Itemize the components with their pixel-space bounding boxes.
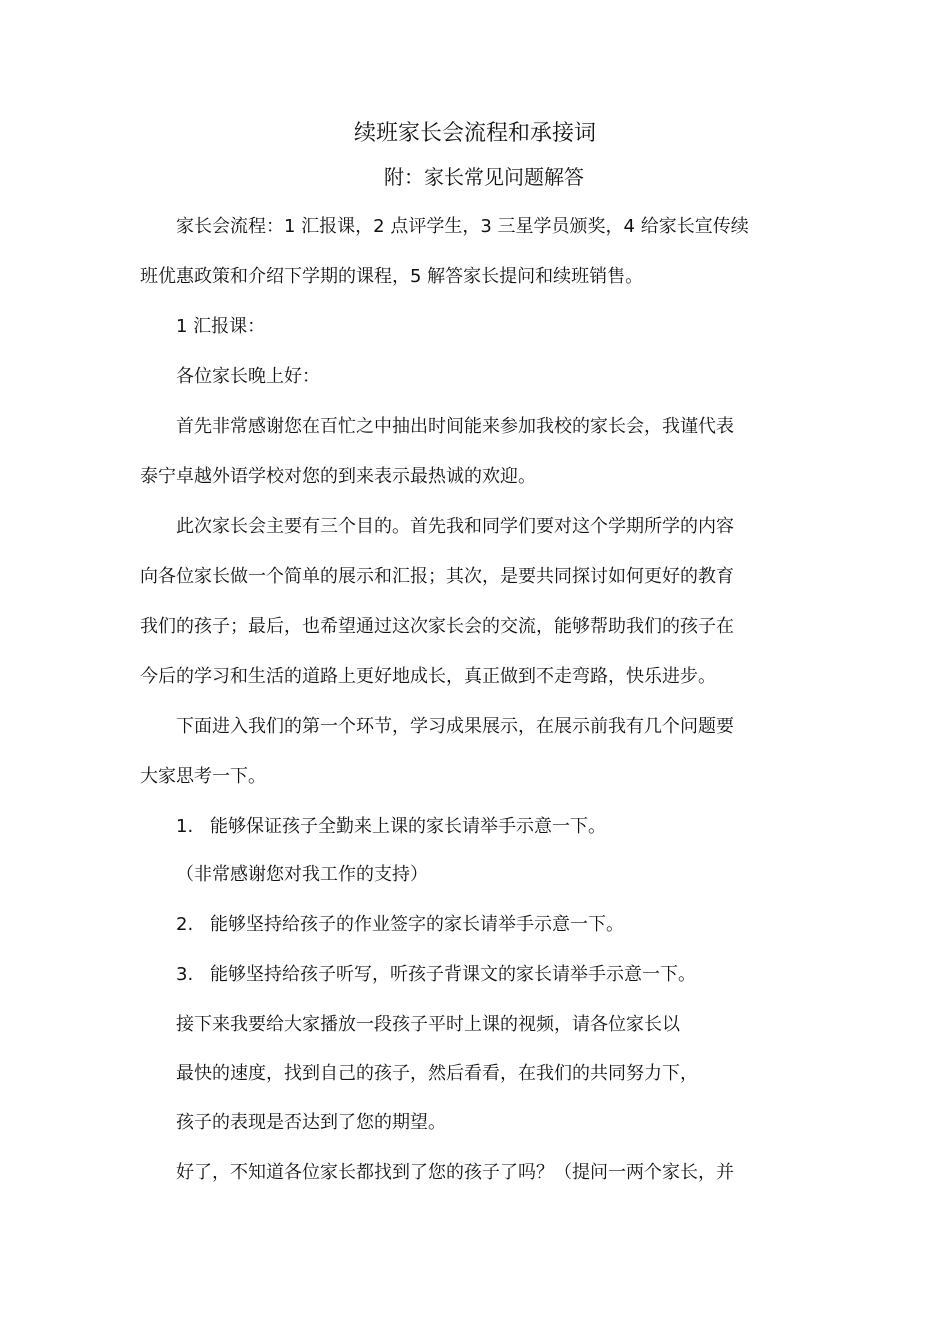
list-item-number: 2. xyxy=(176,914,194,935)
paragraph-line: 大家思考一下。 xyxy=(140,766,266,787)
paragraph-line: 最快的速度，找到自己的孩子，然后看看，在我们的共同努力下， xyxy=(176,1063,698,1084)
document-title: 续班家长会流程和承接词 xyxy=(353,121,596,146)
paragraph-line: 此次家长会主要有三个目的。首先我和同学们要对这个学期所学的内容 xyxy=(176,516,734,537)
paragraph-line: 各位家长晚上好： xyxy=(176,366,320,387)
list-item-text: 能够保证孩子全勤来上课的家长请举手示意一下。 xyxy=(210,816,606,837)
document-subtitle: 附：家长常见问题解答 xyxy=(384,165,584,189)
paragraph-line: 泰宁卓越外语学校对您的到来表示最热诚的欢迎。 xyxy=(140,466,536,487)
paragraph-line: 首先非常感谢您在百忙之中抽出时间能来参加我校的家长会，我谨代表 xyxy=(176,416,734,437)
paragraph-line: 今后的学习和生活的道路上更好地成长，真正做到不走弯路，快乐进步。 xyxy=(140,666,716,687)
list-item xyxy=(176,814,606,840)
list-item-text: 能够坚持给孩子的作业签字的家长请举手示意一下。 xyxy=(210,914,624,935)
paragraph-line: （非常感谢您对我工作的支持） xyxy=(176,864,428,885)
paragraph-line: 家长会流程：1 汇报课，2 点评学生，3 三星学员颁奖，4 给家长宣传续 xyxy=(176,216,749,237)
section-heading: 1 汇报课： xyxy=(176,316,266,337)
paragraph-line: 下面进入我们的第一个环节，学习成果展示，在展示前我有几个问题要 xyxy=(176,716,734,737)
list-item-number: 3. xyxy=(176,964,194,985)
paragraph-line: 孩子的表现是否达到了您的期望。 xyxy=(176,1112,446,1133)
paragraph-line: 班优惠政策和介绍下学期的课程，5 解答家长提问和续班销售。 xyxy=(140,266,644,287)
list-item xyxy=(176,962,696,988)
paragraph-line: 我们的孩子；最后，也希望通过这次家长会的交流，能够帮助我们的孩子在 xyxy=(140,616,734,637)
paragraph-line: 接下来我要给大家播放一段孩子平时上课的视频，请各位家长以 xyxy=(176,1014,680,1035)
paragraph-line: 向各位家长做一个简单的展示和汇报；其次，是要共同探讨如何更好的教育 xyxy=(140,566,734,587)
list-item-number: 1. xyxy=(176,816,194,837)
list-item-text: 能够坚持给孩子听写，听孩子背课文的家长请举手示意一下。 xyxy=(210,964,696,985)
list-item xyxy=(176,912,624,938)
paragraph-line: 好了，不知道各位家长都找到了您的孩子了吗？（提问一两个家长，并 xyxy=(176,1162,734,1183)
